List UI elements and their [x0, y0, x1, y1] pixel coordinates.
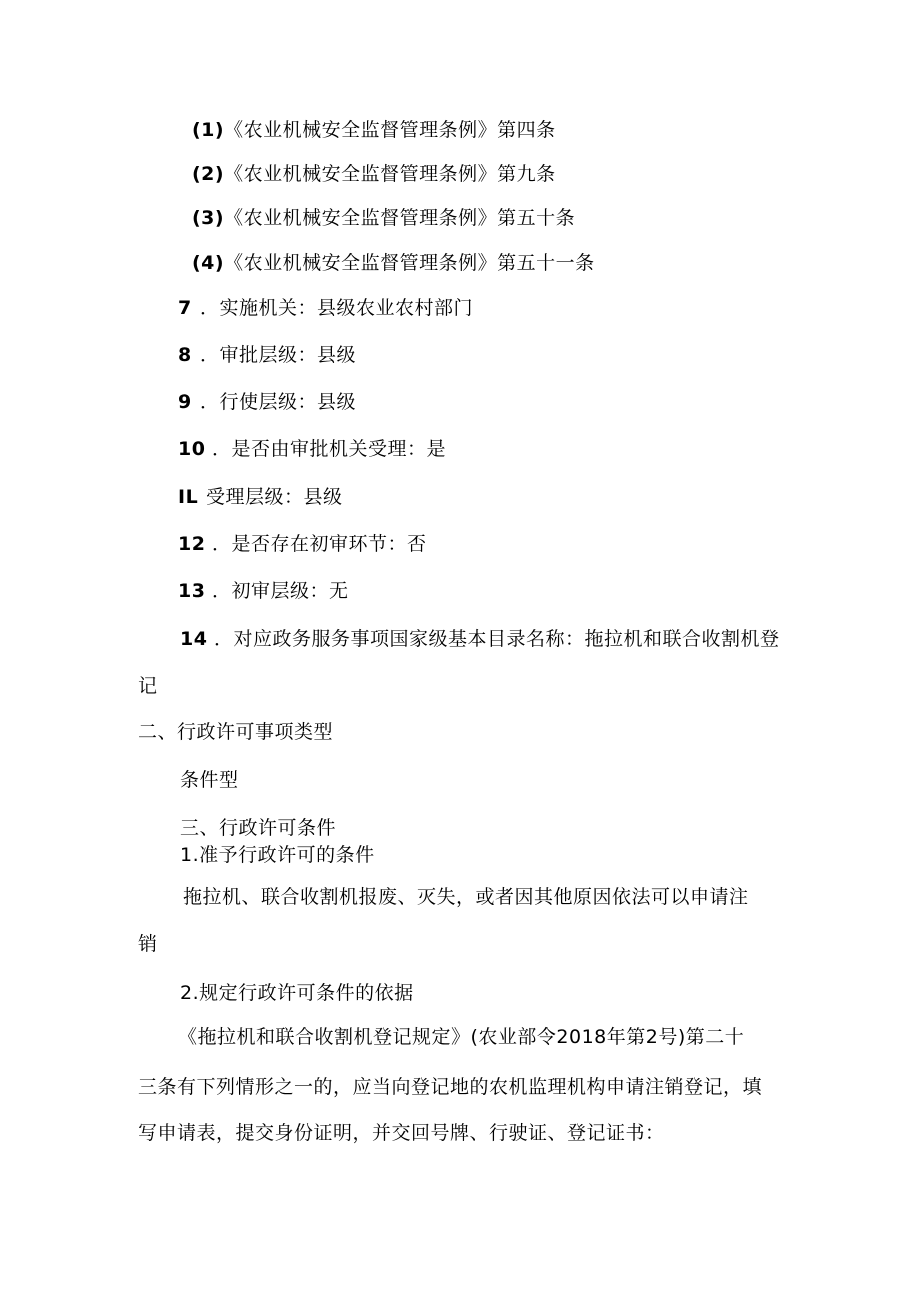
- basis-item-1: [192, 117, 556, 143]
- field-text: ．实施机关：县级农业农村部门: [200, 297, 474, 319]
- basis-item-4: [192, 250, 595, 276]
- field-number: 7: [178, 297, 192, 319]
- field-text: 受理层级：县级: [206, 486, 343, 508]
- conditions-text-line-2: 销: [138, 933, 158, 955]
- basis-item-text: 《农业机械安全监督管理条例》第五十一条: [224, 252, 595, 274]
- field-number: 13: [178, 580, 206, 602]
- field-text: ．是否存在初审环节：否: [212, 533, 427, 555]
- field-11: [178, 484, 343, 510]
- section-value-type: 条件型: [180, 769, 239, 791]
- field-number: 10: [178, 438, 206, 460]
- basis-text-line-2: 三条有下列情形之一的，应当向登记地的农机监理机构申请注销登记，填: [138, 1076, 763, 1098]
- field-text: ．是否由审批机关受理：是: [212, 438, 447, 460]
- field-14: [180, 626, 780, 652]
- basis-item-2: [192, 161, 556, 187]
- basis-item-3: [192, 205, 575, 231]
- field-text: ．审批层级：县级: [200, 344, 357, 366]
- subheading-basis: 2.规定行政许可条件的依据: [180, 982, 414, 1004]
- basis-text-line-1: 《拖拉机和联合收割机登记规定》(农业部令2018年第2号)第二十: [178, 1026, 745, 1048]
- conditions-text-line-1: 拖拉机、联合收割机报废、灭失，或者因其他原因依法可以申请注: [183, 886, 749, 908]
- field-text: ．行使层级：县级: [200, 391, 357, 413]
- field-10: [178, 436, 446, 462]
- basis-item-text: 《农业机械安全监督管理条例》第五十条: [224, 207, 576, 229]
- subheading-conditions: 1.准予行政许可的条件: [180, 844, 375, 866]
- basis-item-text: 《农业机械安全监督管理条例》第九条: [224, 163, 556, 185]
- field-number: 9: [178, 391, 192, 413]
- field-number: 14: [180, 628, 208, 650]
- field-text: ．初审层级：无: [212, 580, 349, 602]
- field-13: [178, 578, 349, 604]
- field-7: [178, 295, 473, 321]
- section-heading-type: 二、行政许可事项类型: [138, 721, 334, 743]
- field-number: 12: [178, 533, 206, 555]
- field-number: IL: [178, 486, 199, 508]
- section-heading-conditions: 三、行政许可条件: [180, 817, 337, 839]
- field-number: 8: [178, 344, 192, 366]
- field-14-continuation: 记: [138, 675, 158, 697]
- basis-item-number: (4): [192, 252, 225, 274]
- basis-item-number: (3): [192, 207, 225, 229]
- basis-item-number: (2): [192, 163, 225, 185]
- basis-text-line-3: 写申请表，提交身份证明，并交回号牌、行驶证、登记证书：: [138, 1122, 665, 1144]
- field-12: [178, 531, 427, 557]
- field-text: ．对应政务服务事项国家级基本目录名称：拖拉机和联合收割机登: [214, 628, 780, 650]
- field-8: [178, 342, 356, 368]
- field-9: [178, 389, 356, 415]
- basis-item-number: (1): [192, 119, 225, 141]
- basis-item-text: 《农业机械安全监督管理条例》第四条: [224, 119, 556, 141]
